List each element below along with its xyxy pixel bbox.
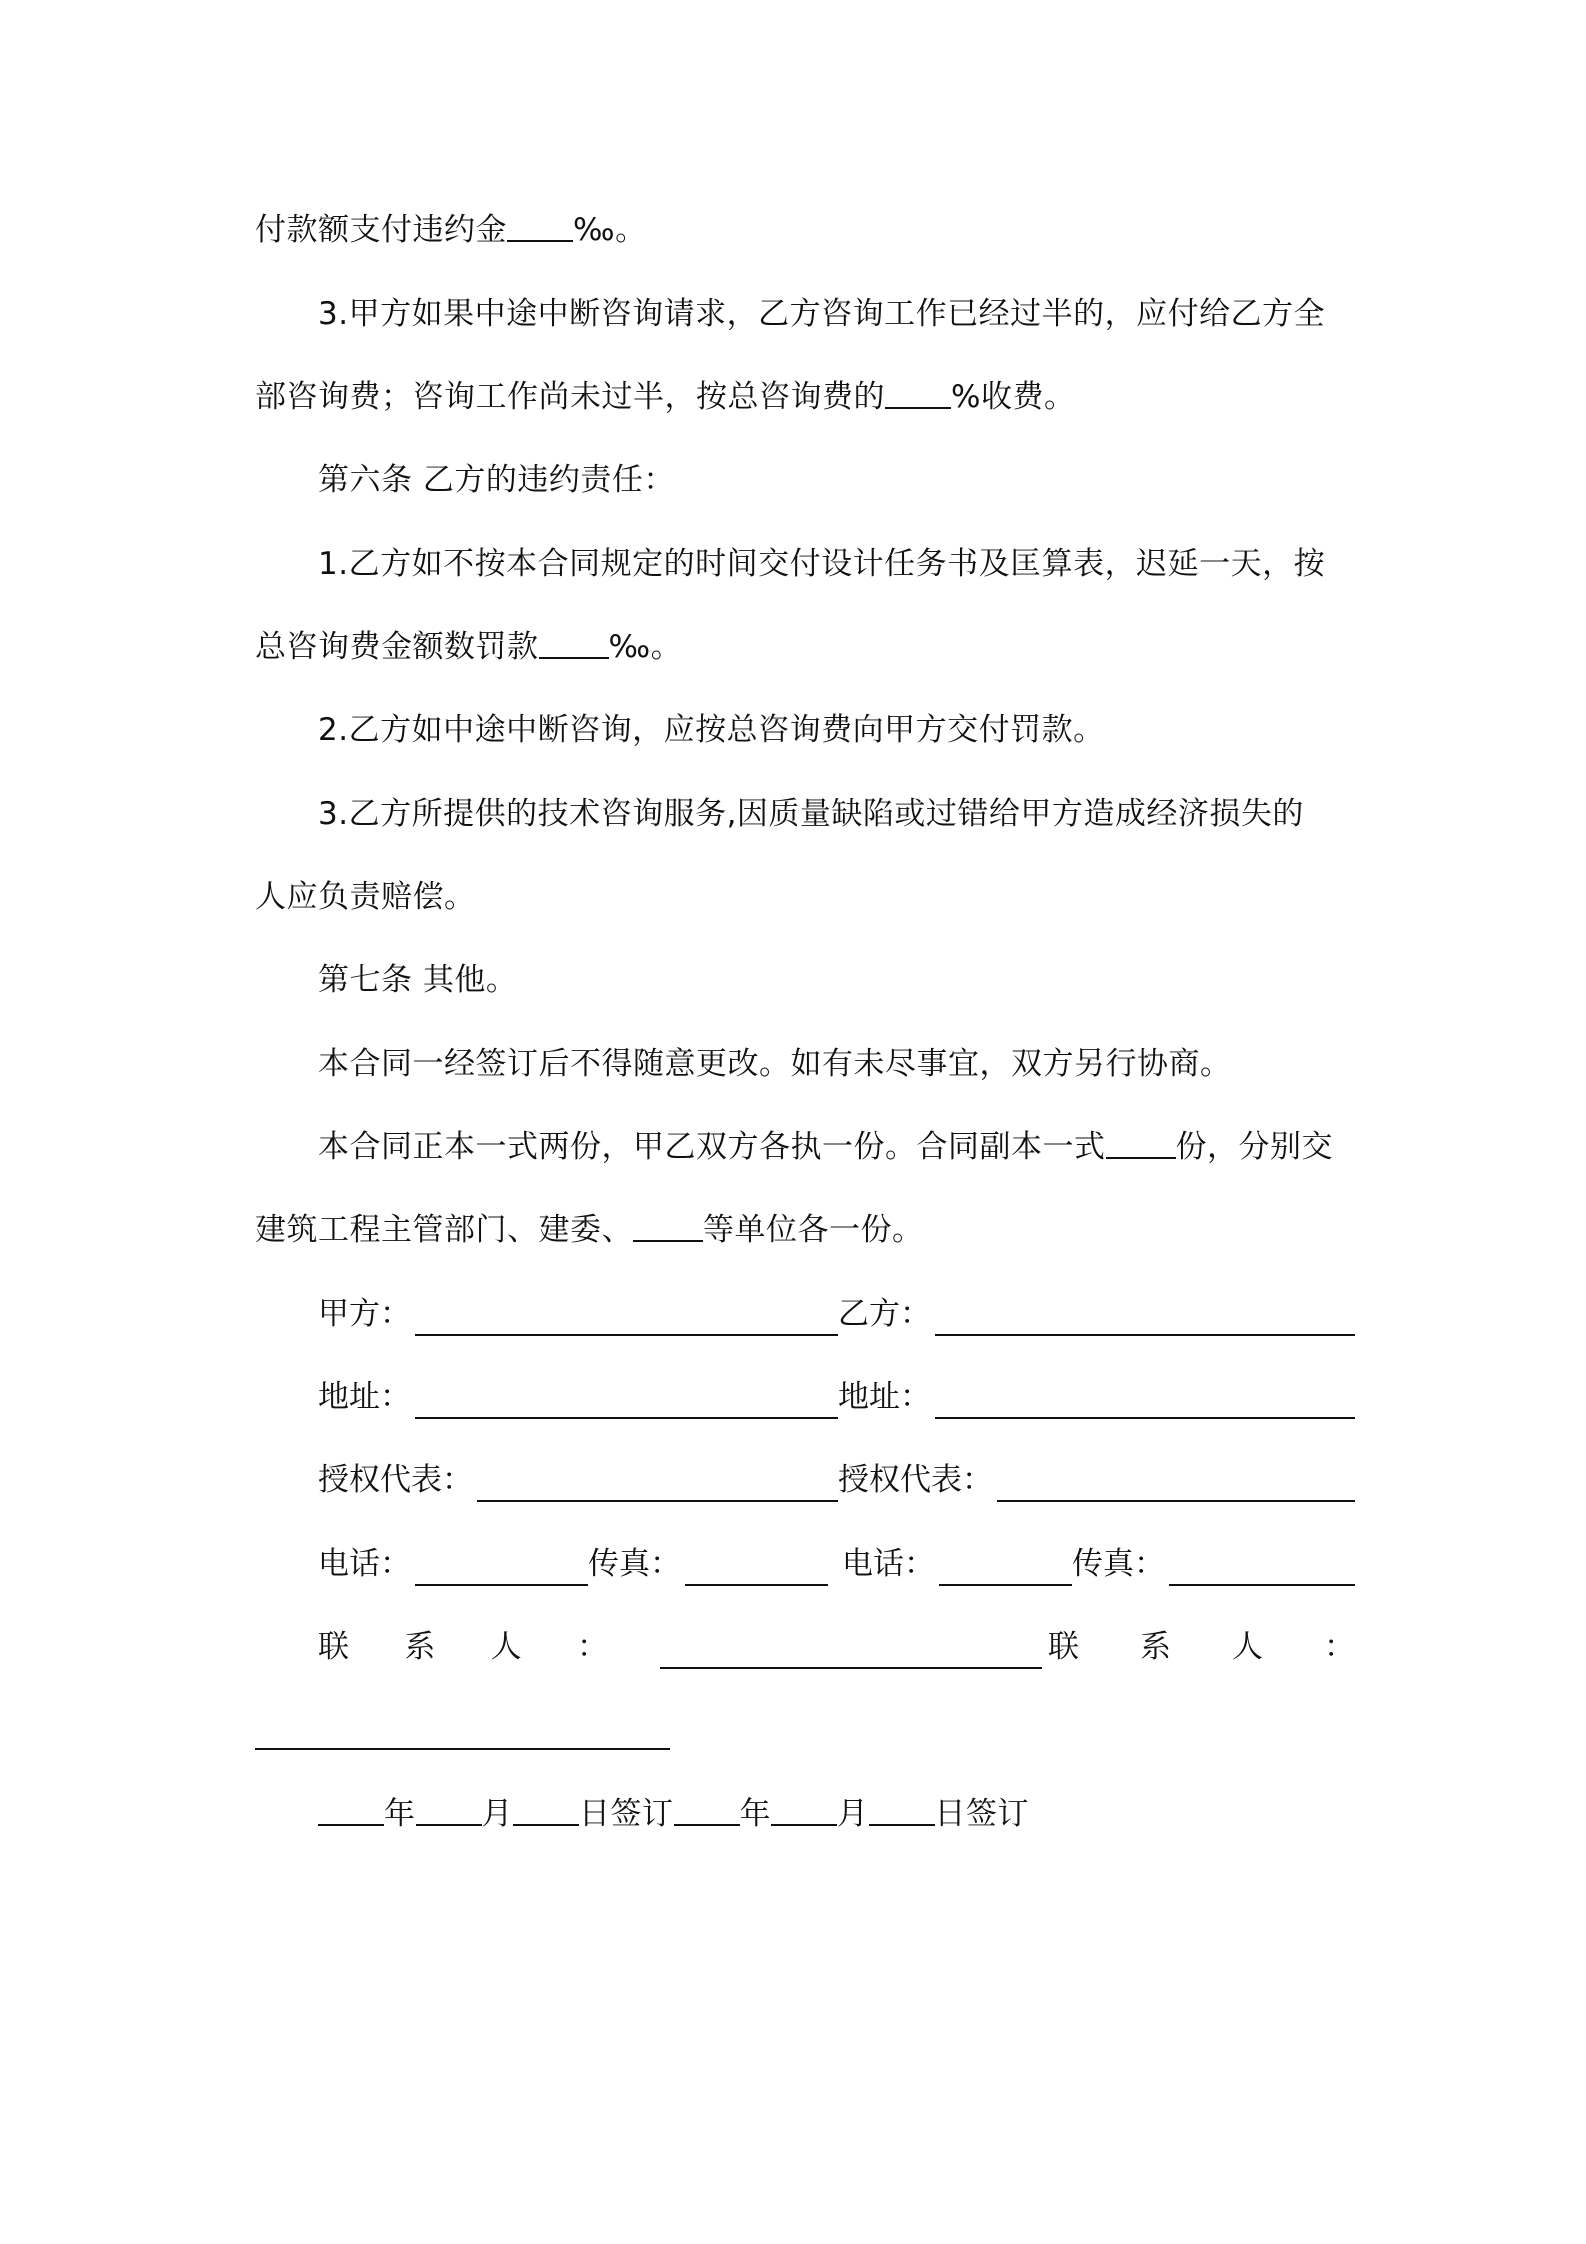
paragraph-line [255, 1208, 1355, 1252]
phone-b-field [842, 1542, 1072, 1586]
paragraph-line [255, 208, 1355, 252]
month-blank [416, 1794, 482, 1826]
text: 本合同正本一式两份，甲乙双方各执一份。合同副本一式 [318, 1129, 1106, 1165]
text: %收费。 [951, 379, 1076, 415]
year-blank [318, 1794, 384, 1826]
day-signed-label: 日签订 [579, 1796, 674, 1832]
contact-a-blank-wrap [648, 1625, 1048, 1669]
contact-char: 联 [318, 1629, 349, 1665]
paragraph-line [318, 1042, 1355, 1086]
fax-b-blank [1169, 1554, 1355, 1586]
month-label: 月 [481, 1796, 513, 1832]
address-b-label: 地址： [838, 1379, 931, 1415]
party-b-field [838, 1292, 1355, 1336]
section-heading [318, 458, 1355, 502]
contact-char: ： [576, 1629, 608, 1665]
text: ‰。 [608, 629, 683, 665]
day-blank [513, 1794, 579, 1826]
text: 本合同一经签订后不得随意更改。如有未尽事宜，双方另行协商。 [318, 1046, 1232, 1082]
month-blank [771, 1794, 837, 1826]
phone-a-field [318, 1542, 588, 1586]
paragraph-line [318, 1125, 1355, 1169]
address-a-blank [415, 1387, 838, 1419]
section-heading [318, 958, 1355, 1002]
address-a-field [318, 1375, 838, 1419]
party-a-field [318, 1292, 838, 1336]
signature-party-row [318, 1292, 1355, 1336]
phone-a-blank [415, 1554, 588, 1586]
year-blank [674, 1794, 740, 1826]
contact-char: 系 [404, 1629, 436, 1665]
party-a-blank [415, 1304, 838, 1336]
blank-field [885, 377, 951, 409]
paragraph-line [318, 708, 1355, 752]
blank-field [1106, 1127, 1176, 1159]
text: 等单位各一份。 [703, 1212, 924, 1248]
address-b-blank [935, 1387, 1355, 1419]
fax-a-label: 传真： [588, 1546, 681, 1582]
text: 部咨询费；咨询工作尚未过半，按总咨询费的 [255, 379, 885, 415]
year-label: 年 [384, 1796, 416, 1832]
signing-date-row [318, 1792, 1355, 1836]
party-a-label: 甲方： [318, 1296, 411, 1332]
rep-b-field [838, 1458, 1355, 1502]
contact-char: 人 [1232, 1629, 1263, 1665]
paragraph-line [318, 542, 1355, 586]
fax-b-field [1072, 1542, 1355, 1586]
signature-contact-row [318, 1625, 1355, 1669]
party-b-label: 乙方： [838, 1296, 931, 1332]
text: 建筑工程主管部门、建委、 [255, 1212, 633, 1248]
paragraph-line [255, 375, 1355, 419]
contact-a-label-group [318, 1625, 648, 1669]
day-blank [869, 1794, 935, 1826]
contact-b-blank [255, 1748, 670, 1750]
fax-b-label: 传真： [1072, 1546, 1165, 1582]
rep-b-blank [997, 1470, 1355, 1502]
text: 总咨询费金额数罚款 [255, 629, 539, 665]
signature-phone-row [318, 1542, 1355, 1586]
text: 2.乙方如中途中断咨询，应按总咨询费向甲方交付罚款。 [318, 712, 1105, 748]
rep-a-field [318, 1458, 838, 1502]
text: 1.乙方如不按本合同规定的时间交付设计任务书及匡算表，迟延一天，按 [318, 546, 1326, 582]
contact-char: 人 [490, 1629, 522, 1665]
paragraph-line [255, 625, 1355, 669]
contact-char: ： [1324, 1629, 1355, 1665]
day-signed-label: 日签订 [934, 1796, 1029, 1832]
blank-field [539, 627, 609, 659]
text: 第七条 其他。 [318, 962, 518, 998]
fax-a-blank [685, 1554, 828, 1586]
text: 第六条 乙方的违约责任： [318, 462, 675, 498]
phone-a-label: 电话： [318, 1546, 411, 1582]
phone-b-label: 电话： [842, 1546, 935, 1582]
text: 付款额支付违约金 [255, 212, 507, 248]
address-b-field [838, 1375, 1355, 1419]
paragraph-line [318, 292, 1355, 336]
address-a-label: 地址： [318, 1379, 411, 1415]
paragraph-line [318, 792, 1355, 836]
contact-char: 联 [1048, 1629, 1079, 1665]
text: 份，分别交 [1175, 1129, 1333, 1165]
text: 3.乙方所提供的技术咨询服务,因质量缺陷或过错给甲方造成经济损失的 [318, 796, 1304, 832]
text: 人应负责赔偿。 [255, 879, 476, 915]
rep-b-label: 授权代表： [838, 1462, 993, 1498]
phone-b-blank [939, 1554, 1072, 1586]
month-label: 月 [837, 1796, 869, 1832]
blank-field [633, 1210, 703, 1242]
year-label: 年 [739, 1796, 771, 1832]
contact-char: 系 [1140, 1629, 1171, 1665]
signature-rep-row [318, 1458, 1355, 1502]
contact-b-label-group [1048, 1625, 1355, 1669]
rep-a-blank [477, 1470, 838, 1502]
contact-a-blank [660, 1637, 1042, 1669]
paragraph-line [255, 875, 1355, 919]
party-b-blank [935, 1304, 1355, 1336]
fax-a-field [588, 1542, 828, 1586]
blank-field [507, 210, 573, 242]
text: ‰。 [573, 212, 647, 248]
rep-a-label: 授权代表： [318, 1462, 473, 1498]
signature-address-row [318, 1375, 1355, 1419]
text: 3.甲方如果中途中断咨询请求，乙方咨询工作已经过半的，应付给乙方全 [318, 296, 1326, 332]
